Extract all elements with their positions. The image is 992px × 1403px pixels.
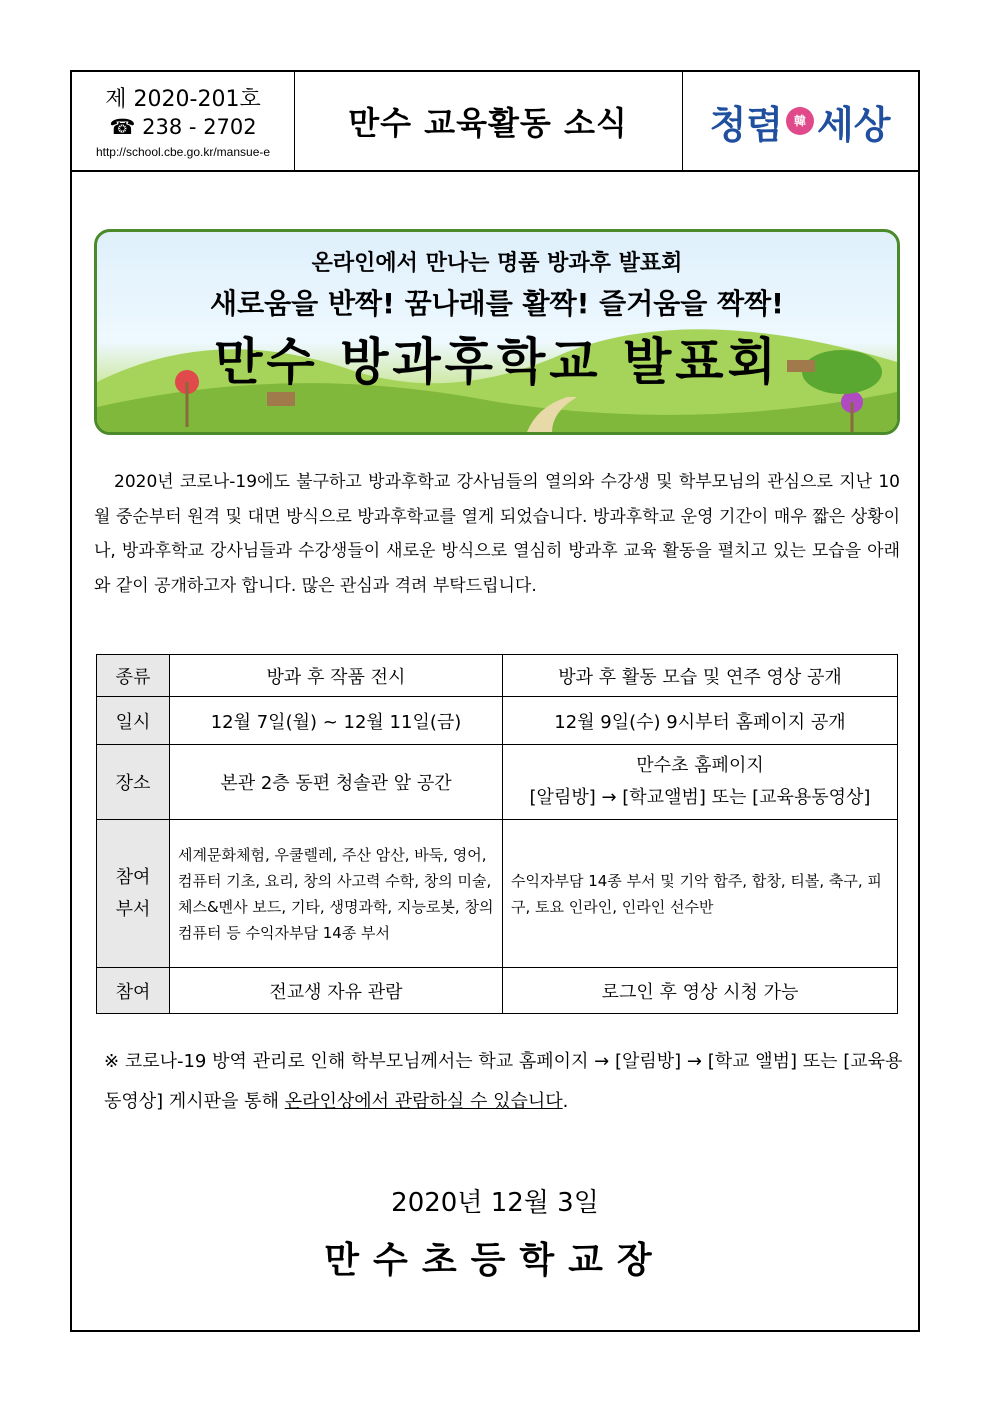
banner-slogan: 새로움을 반짝! 꿈나래를 활짝! 즐거움을 짝짝! (210, 287, 784, 320)
cell-exhibit: 본관 2층 동편 청솔관 앞 공간 (170, 745, 503, 820)
event-banner (94, 229, 900, 435)
phone-number: ☎ 238 - 2702 (109, 115, 257, 139)
cell-exhibit: 방과 후 작품 전시 (170, 655, 503, 697)
cell-exhibit: 세계문화체험, 우쿨렐레, 주산 암산, 바둑, 영어, 컴퓨터 기초, 요리, 창의 사고력 수학, 창의 미술, 체스&멘사 보드, 기타, 생명과학, 지능로봇, 창의 컴퓨터 등 수익자부담 14종 부서 (170, 820, 503, 968)
issue-box (72, 72, 295, 170)
intro-text: 2020년 코로나-19에도 불구하고 방과후학교 강사님들의 열의와 수강생 및 학부모님의 관심으로 지난 10월 중순부터 원격 및 대면 방식으로 방과후학교를 열게 되었습니다. 방과후학교 운영 기간이 매우 짧은 상황이나, 방과후학교 강사님들과 수강생들이 새로운 방식으로 열심히 방과후 교육 활동을 펼치고 있는 모습을 아래와 같이 공개하고자 합니다. 많은 관심과 격려 부탁드립니다. (94, 472, 900, 596)
cell-online (503, 745, 898, 820)
cell-online: 방과 후 활동 모습 및 연주 영상 공개 (503, 655, 898, 697)
cell-online: 로그인 후 영상 시청 가능 (503, 968, 898, 1014)
newsletter-title: 만수 교육활동 소식 (294, 72, 683, 170)
row-label: 일시 (97, 697, 170, 745)
logo (682, 72, 918, 170)
notice-frame (70, 70, 920, 1332)
table-row (97, 745, 898, 820)
notice-note (104, 1042, 904, 1122)
note-prefix: ※ 코로나-19 방역 관리로 인해 학부모님께서는 학교 홈페이지 → [알림방] → [학교 앨범] 또는 [교육용 동영상] 게시판을 통해 (104, 1051, 903, 1112)
homepage-label: 만수초 홈페이지 (636, 755, 764, 776)
issue-date: 2020년 12월 3일 (391, 1188, 599, 1218)
logo-seal: 韓 (786, 107, 814, 135)
row-label: 참여 (97, 968, 170, 1014)
row-label: 장소 (97, 745, 170, 820)
cell-online: 수익자부담 14종 부서 및 기악 합주, 합창, 티볼, 축구, 피구, 토요 인라인, 인라인 선수반 (503, 820, 898, 968)
header (72, 72, 918, 172)
banner-title: 만수 방과후학교 발표회 (214, 333, 780, 391)
table-row (97, 820, 898, 968)
logo-text-a: 청렴 (709, 101, 783, 147)
row-label-line2: 부서 (115, 898, 151, 920)
school-url: http://school.cbe.go.kr/mansue-e (95, 145, 271, 159)
principal-signature: 만수초등학교장 (324, 1240, 666, 1281)
issue-number: 제 2020-201호 (105, 87, 261, 112)
note-underlined: 온라인상에서 관람하실 수 있습니다 (284, 1091, 563, 1112)
note-suffix: . (562, 1091, 569, 1112)
cell-online: 12월 9일(수) 9시부터 홈페이지 공개 (503, 697, 898, 745)
row-label (97, 820, 170, 968)
schedule-table (96, 654, 898, 1014)
cell-exhibit: 전교생 자유 관람 (170, 968, 503, 1014)
homepage-path: [알림방] → [학교앨범] 또는 [교육용동영상] (529, 787, 871, 808)
logo-text-b: 세상 (817, 101, 891, 147)
cell-exhibit: 12월 7일(월) ~ 12월 11일(금) (170, 697, 503, 745)
table-row (97, 968, 898, 1014)
table-row (97, 697, 898, 745)
row-label-line1: 참여 (115, 866, 151, 888)
intro-paragraph (94, 465, 900, 603)
banner-subtitle: 온라인에서 만나는 명품 방과후 발표회 (311, 251, 683, 276)
table-row (97, 655, 898, 697)
row-label: 종류 (97, 655, 170, 697)
